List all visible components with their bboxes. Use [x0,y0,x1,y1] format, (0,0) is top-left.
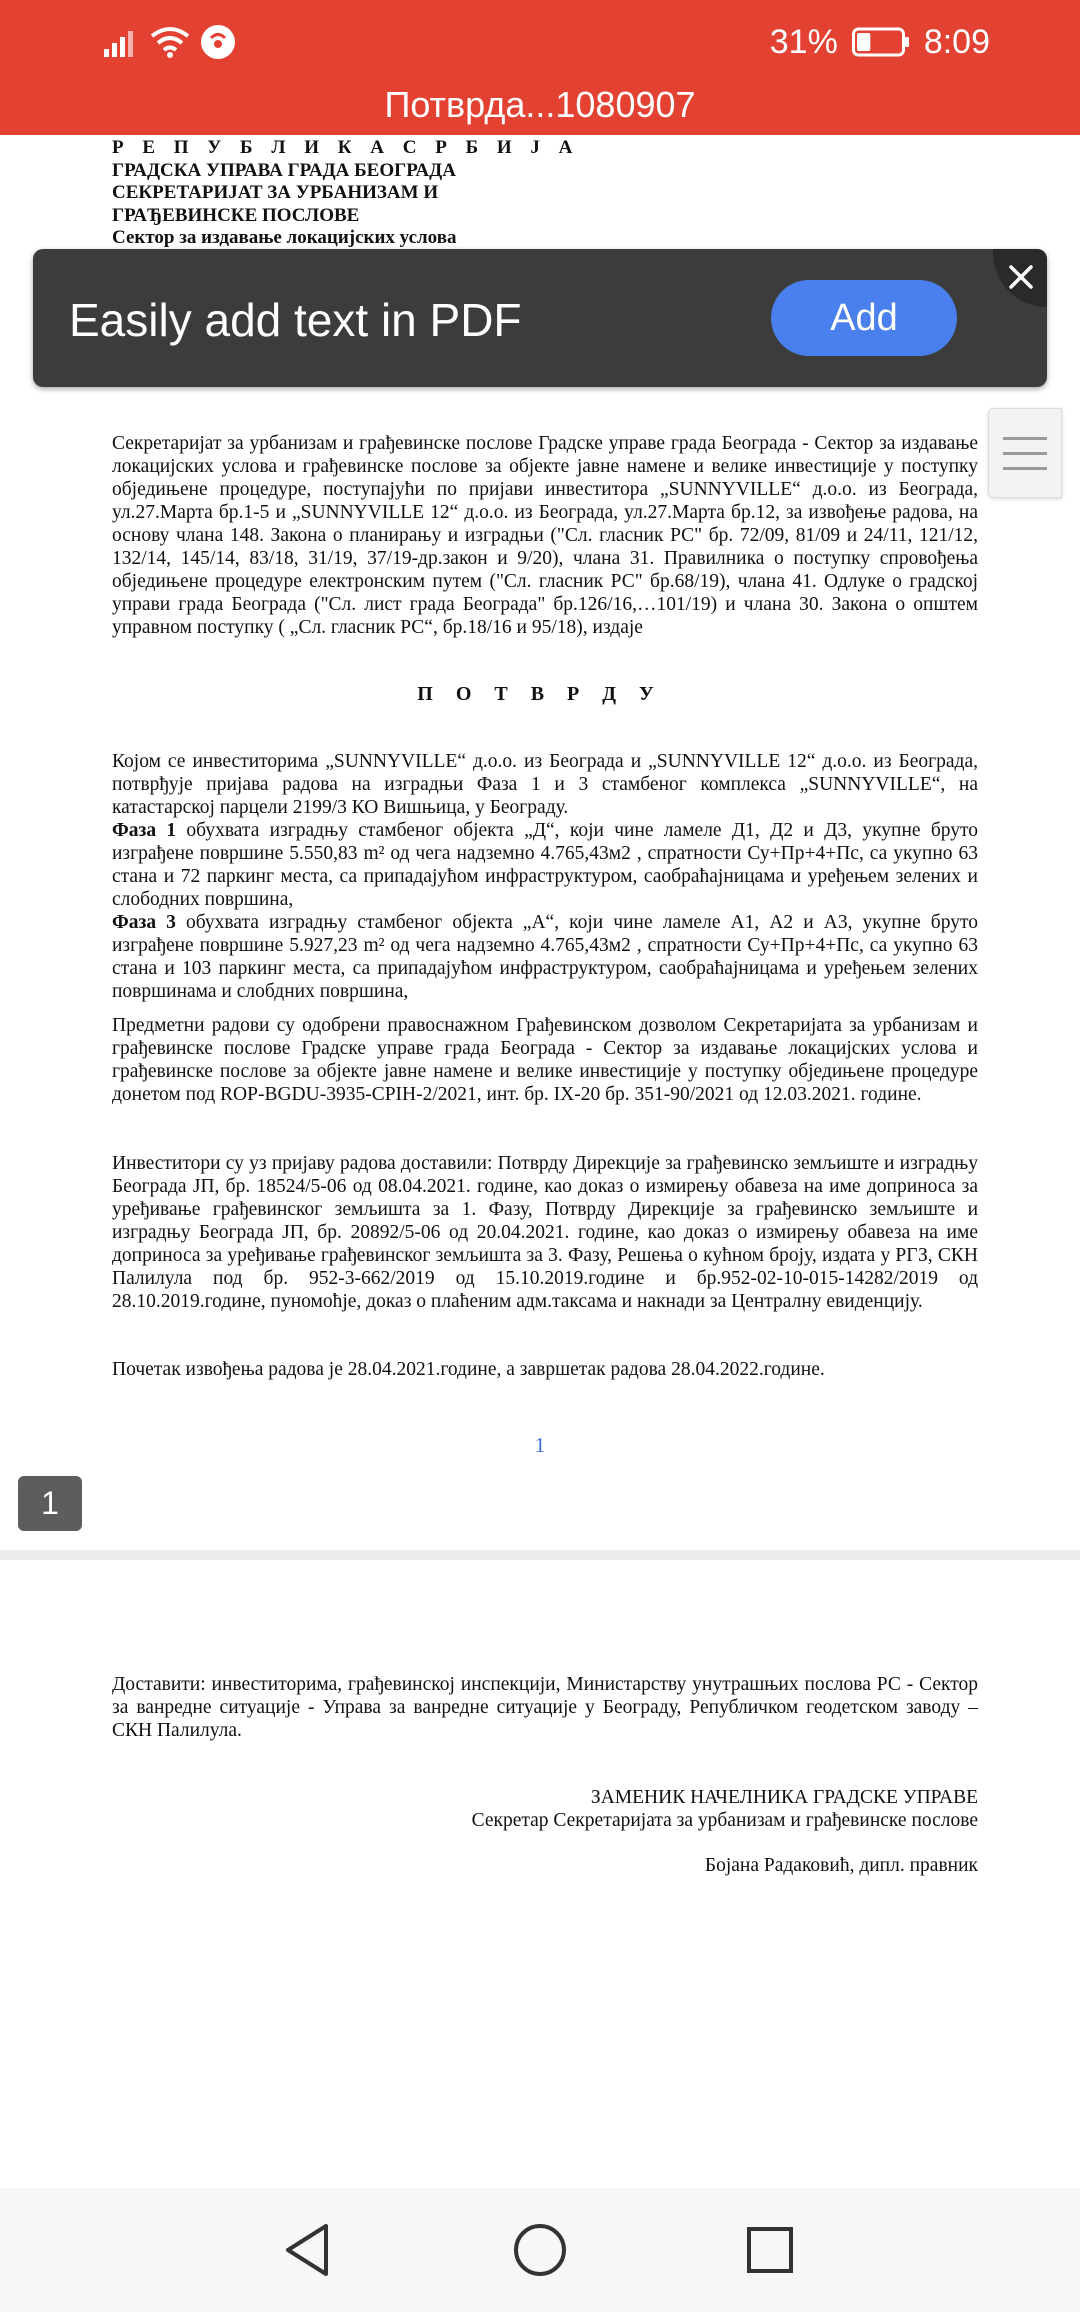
approval-paragraph: Предметни радови су одобрени правоснажном Грађевинском дозволом Секретаријата за урбанизам и грађевинске послове Градске управе града Београда - Сектор за издавање локацијских услова и грађевинске послове за објекте јавне намене и велике инвестиције у поступку обједињене процедуре донетом под ROP-BGDU-3935-CPIH-2/2021, инт. бр. IX-20 бр. 351-90/2021 од 12.03.2021. године. [112,1015,978,1105]
signature-name: Бојана Радаковић, дипл. правник [704,1855,978,1876]
status-icons-right [770,20,990,64]
signature-subtitle: Секретар Секретаријата за урбанизам и грађевинске послове [471,1810,978,1831]
menu-line [1003,452,1047,455]
home-icon[interactable] [508,2218,572,2282]
menu-line [1003,467,1047,470]
top-bar [0,0,1080,135]
dates-paragraph: Почетак извођења радова је 28.04.2021.године, а завршетак радова 28.04.2022.године. [112,1359,825,1380]
navigation-bar [0,2188,1080,2312]
document-header [112,137,978,250]
header-line: Р Е П У Б Л И К А С Р Б И Ј А [112,137,580,158]
intro-paragraph: Секретаријат за урбанизам и грађевинске послове Градске управе града Београда - Сектор за издавање локацијских услова и грађевинске послове за објекте јавне намене и велике инвестиције у поступку обједињене процедуре, поступајући по пријави инвеститора „SUNNYVILLE“ д.о.о. из Београда, ул.27.Марта бр.1-5 и „SUNNYVILLE 12“ д.о.о. из Београда, ул.27.Марта бр.12, за извођење радова, на основу члана 148. Закона о планирању и изградњи ("Сл. гласник РС" бр. 72/09, 81/09 и 24/11, 121/12, 132/14, 145/14, 83/18, 31/19, 37/19-др.закон и 9/20), члана 31. Правилника о поступку спровођења обједињене процедуре електронским путем ("Сл. гласник РС" бр.68/19), члана 41. Одлуке о градској управи града Београда ("Сл. лист града Београда" бр.126/16,…101/19) и члана 30. Закона о општем управном поступку ( „Сл. гласник РС“, бр.18/16 и 95/18), издаје [112,433,978,638]
document-title[interactable]: Потврда...1080907 [384,84,696,125]
phase-3-label: Фаза 3 [112,912,176,933]
wifi-icon [150,26,190,58]
add-text-banner [33,249,1047,387]
header-line: Сектор за издавање локацијских услова [112,227,457,248]
page-number: 1 [534,1433,546,1457]
page-divider [0,1550,1080,1560]
add-button[interactable]: Add [771,280,957,356]
confirmation-text: Којом се инвеститорима „SUNNYVILLE“ д.о.о. из Београда и „SUNNYVILLE 12“ д.о.о. из Београда, потврђује пријава радова на изградњи Фаза 1 и 3 стамбеног комплекса „SUNNYVILLE“, на катастарској парцели 2199/3 КО Вишњица, у Београду. [112,751,978,818]
signal-icon [104,27,140,57]
signature-title: ЗАМЕНИК НАЧЕЛНИКА ГРАДСКЕ УПРАВЕ [590,1787,978,1808]
investors-paragraph: Инвеститори су уз пријаву радова доставили: Потврду Дирекције за грађевинско земљиште и изградњу Београда ЈП, бр. 18524/5-06 од 08.04.2021. године, као доказ о измирењу обавеза на име доприноса за уређивање грађевинског земљишта за 1. Фазу, Потврду Дирекције за грађевинско земљиште и изградњу Београда ЈП, бр. 20892/5-06 од 20.04.2021. године, као доказ о измирењу обавеза на име доприноса за уређивање грађевинског земљишта за 3. Фазу, Решења о кућном броју, издата у РГЗ, СКН Палилула под бр. 952-3-662/2019 од 15.10.2019.године и бр.952-02-10-015-14282/2019 од 28.10.2019.године, пуномоћје, доказ о плаћеним адм.таксама и накнади за Централну евиденцију. [112,1153,978,1312]
close-icon [1007,263,1035,291]
banner-message: Easily add text in PDF [69,294,522,346]
recents-icon[interactable] [738,2218,802,2282]
battery-icon [852,27,910,57]
delivery-paragraph: Доставити: инвеститорима, грађевинској инспекцији, Министарству унутрашњих послова РС - Сектор за ванредне ситуације - Управа за ванредне ситуације у Београду, Републичком геодетском заводу – СКН Палилула. [112,1674,978,1741]
header-line: СЕКРЕТАРИЈАТ ЗА УРБАНИЗАМ И [112,182,439,203]
page-indicator-badge[interactable]: 1 [18,1476,82,1531]
battery-percent: 31% [769,22,838,61]
phase-1-text: обухвата изградњу стамбеног објекта „Д“, који чине ламеле Д1, Д2 и Д3, укупне бруто изграђене површине 5.550,83 m² од чега надземно 4.765,43м2 , спратности Су+Пр+4+Пс, са укупно 63 стана и 72 паркинг места, са припадајућом инфраструктуром, саобраћајницама и уређењем зелених и слободних површина, [112,820,978,910]
phase-3-paragraph [112,911,978,1003]
status-icons-left [104,20,236,64]
back-icon[interactable] [276,2218,340,2282]
phase-3-text: обухвата изградњу стамбеног објекта „А“, који чине ламеле А1, А2 и А3, укупне бруто изграђене површине 5.927,23 m² од чега надземно 4.765,43м2 , спратности Су+Пр+4+Пс, са укупно 63 стана и 103 паркинг места, са припадајућом инфраструктуром, саобраћајницама и уређењем зелених површинама и слобдних површина, [112,912,978,1002]
hotspot-icon [200,24,236,60]
phase-1-paragraph [112,819,978,911]
document-heading: П О Т В Р Д У [417,683,663,705]
banner-close-button[interactable] [993,249,1047,307]
header-line: ГРАДСКА УПРАВА ГРАДА БЕОГРАДА [112,159,456,181]
signature-block [472,1786,978,1877]
clock: 8:09 [923,22,990,61]
menu-line [1003,437,1047,440]
header-line: ГРАЂЕВИНСКЕ ПОСЛОВЕ [112,204,360,226]
menu-handle[interactable] [988,408,1062,498]
phase-1-label: Фаза 1 [112,820,177,841]
confirmation-paragraph [112,750,978,1003]
